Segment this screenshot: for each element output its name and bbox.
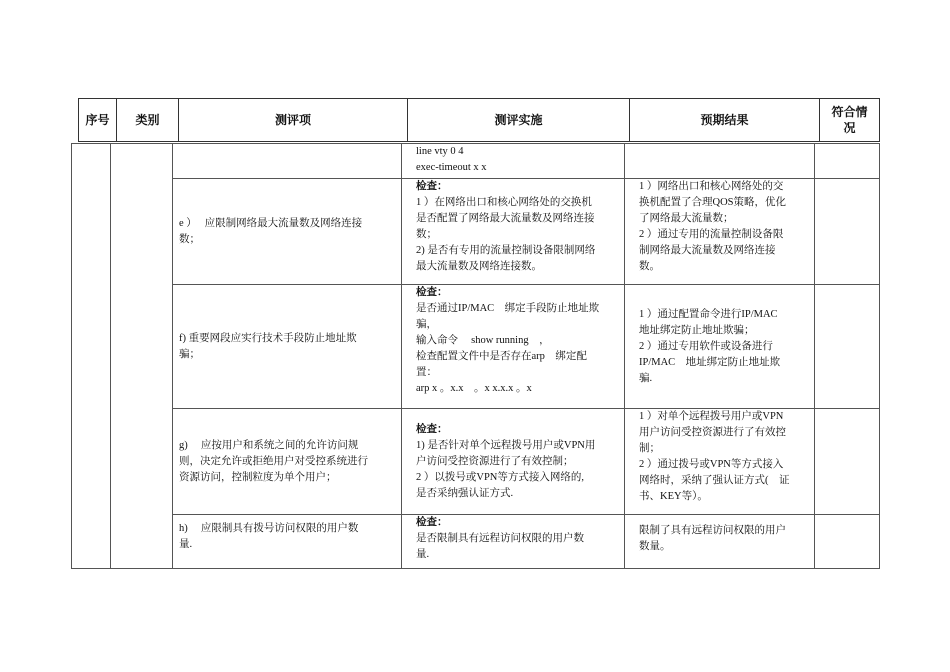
result-line: 2 ）通过专用的流量控制设备限 (639, 229, 784, 240)
header-expected-result: 预期结果 (629, 98, 819, 142)
impl-line: 数； (416, 229, 437, 240)
impl-line: 2) 是否有专用的流量控制设备限制网络 (416, 245, 596, 256)
impl-line: 骗， (416, 319, 437, 330)
item-line: 骗； (179, 348, 200, 360)
result-line: IP/MAC 地址绑定防止地址欺 (639, 356, 781, 368)
expected-result-cell (624, 179, 814, 285)
header-seq: 序号 (78, 98, 116, 142)
item-line: 量. (179, 539, 193, 550)
test-item-cell (172, 515, 401, 569)
item-line: 则，决定允许或拒绝用户对受控系统进行 (179, 455, 368, 467)
impl-line: 是否限制具有远程访问权限的用户数 (416, 533, 584, 544)
result-line: 用户访问受控资源进行了有效控 (639, 427, 786, 438)
item-line: e ） 应限制网络最大流量数及网络连接 (179, 217, 363, 229)
result-line: 1 ）通过配置命令进行IP/MAC (639, 308, 778, 320)
impl-line: 置： (416, 367, 437, 378)
test-item-cell (172, 179, 401, 285)
result-line: 1 ）对单个远程拨号用户或VPN (639, 411, 784, 422)
impl-line: 2 ）以拨号或VPN等方式接入网络的, (416, 471, 585, 483)
test-impl-cell (401, 143, 624, 179)
impl-line: 最大流量数及网络连接数。 (416, 261, 542, 272)
header-test-item: 测评项 (178, 98, 407, 142)
header-conform (819, 98, 880, 142)
impl-line: line vty 0 4 (416, 146, 464, 157)
item-line: g) 应按用户和系统之间的允许访问规 (179, 439, 359, 451)
header-conform-line1: 符合情 (831, 105, 868, 119)
impl-line: exec-timeout x x (416, 162, 487, 173)
impl-line: 是否配置了网络最大流量数及网络连接 (416, 213, 595, 224)
conform-cell (814, 285, 880, 409)
table-header (78, 98, 880, 144)
impl-line: 量. (416, 549, 430, 560)
impl-line: 是否通过IP/MAC 绑定手段防止地址欺 (416, 303, 600, 314)
seq-column-cell (71, 143, 111, 569)
result-line: 数量。 (639, 541, 671, 552)
check-label: 检查： (416, 181, 448, 192)
expected-result-cell (624, 143, 814, 179)
impl-line: 检查配置文件中是否存在arp 绑定配 (416, 351, 587, 362)
test-item-cell (172, 285, 401, 409)
item-line: 数； (179, 233, 200, 245)
impl-line: 1 ）在网络出口和核心网络处的交换机 (416, 197, 592, 208)
header-test-impl: 测评实施 (407, 98, 629, 142)
result-line: 地址绑定防止地址欺骗； (639, 324, 755, 336)
table-row (172, 285, 880, 409)
check-label: 检查： (416, 423, 448, 435)
header-conform-line2: 况 (843, 121, 856, 135)
header-category: 类别 (116, 98, 178, 142)
expected-result-cell (624, 515, 814, 569)
result-line: 限制了具有远程访问权限的用户 (639, 525, 786, 536)
impl-line: 户访问受控资源进行了有效控制； (416, 455, 574, 467)
impl-line: arp x 。x.x 。x x.x.x 。x (416, 383, 532, 394)
result-line: 制； (639, 443, 660, 454)
test-impl-cell (401, 409, 624, 515)
check-label: 检查： (416, 287, 448, 298)
result-line: 书、KEY等）。 (639, 491, 708, 502)
conform-cell (814, 409, 880, 515)
result-line: 骗. (639, 372, 653, 384)
item-line: 资源访问，控制粒度为单个用户； (179, 471, 337, 483)
result-line: 2 ）通过拨号或VPN等方式接入 (639, 459, 784, 470)
table-row (172, 515, 880, 569)
conform-cell (814, 143, 880, 179)
impl-line: 1) 是否针对单个远程拨号用户或VPN用 (416, 439, 596, 451)
item-line: f) 重要网段应实行技术手段防止地址欺 (179, 332, 357, 344)
result-line: 换机配置了合理QOS策略，优化 (639, 197, 787, 208)
table-row (172, 409, 880, 515)
test-item-cell (172, 143, 401, 179)
expected-result-cell (624, 285, 814, 409)
result-line: 制网络最大流量数及网络连接 (639, 245, 776, 256)
conform-cell (814, 179, 880, 285)
test-item-cell (172, 409, 401, 515)
result-line: 了网络最大流量数； (639, 213, 734, 224)
result-line: 2 ）通过专用软件或设备进行 (639, 340, 773, 352)
result-line: 数。 (639, 261, 660, 272)
impl-line: 是否采纳强认证方式. (416, 487, 514, 499)
result-line: 1 ）网络出口和核心网络处的交 (639, 181, 784, 192)
result-line: 网络时，采纳了强认证方式( 证 (639, 475, 790, 486)
check-label: 检查： (416, 517, 448, 528)
test-impl-cell (401, 179, 624, 285)
test-impl-cell (401, 285, 624, 409)
category-column-cell (110, 143, 173, 569)
test-impl-cell (401, 515, 624, 569)
impl-line: 输入命令 show running ， (416, 335, 550, 346)
conform-cell (814, 515, 880, 569)
expected-result-cell (624, 409, 814, 515)
table-row (172, 143, 880, 179)
table-row (172, 179, 880, 285)
item-line: h) 应限制具有拨号访问权限的用户数 (179, 523, 359, 534)
